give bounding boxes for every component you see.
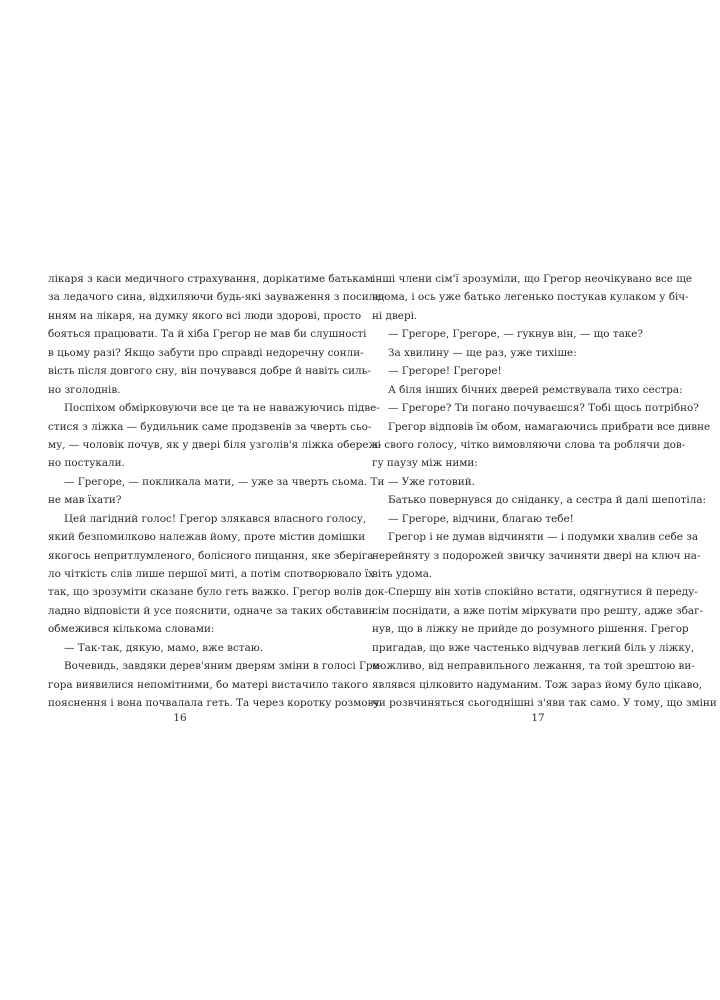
text-line: но постукали. xyxy=(48,457,125,470)
text-line: чи розвчиняться сьогоднішні з'яви так само. У тому, що зміни xyxy=(372,697,717,710)
left-page-number: 16 xyxy=(173,712,187,724)
text-line: обмежився кількома словами: xyxy=(48,623,215,636)
text-line: — Так-так, дякую, мамо, вже встаю. xyxy=(64,641,264,654)
text-line: зі свого голосу, чітко вимовляючи слова та роблячи дов- xyxy=(372,438,686,451)
text-line: ладно відповісти й усе пояснити, одначе за таких обставин xyxy=(48,604,376,617)
text-line: являвся цілковито надуманим. Тож зараз йому було цікаво, xyxy=(372,678,703,691)
text-line: — Грегоре? Ти погано почуваєшся? Тобі щось потрібно? xyxy=(388,402,699,415)
text-line: лікаря з каси медичного страхування, дорікатиме батькам xyxy=(48,273,374,285)
text-line: Грегор і не думав відчиняти — і подумки хвалив себе за xyxy=(388,531,699,544)
right-page-number: 17 xyxy=(531,712,545,724)
right-page xyxy=(372,270,717,713)
text-line: пояснення і вона почвалала геть. Та через коротку розмову xyxy=(48,697,380,710)
text-line: віть удома. xyxy=(372,568,433,580)
text-line: так, що зрозуміти сказане було геть важко. Грегор волів док- xyxy=(48,586,388,599)
text-line: перейняту з подорожей звичку зачиняти двері на ключ на- xyxy=(372,549,701,562)
text-line: гора виявилися непомітними, бо матері вистачило такого xyxy=(48,678,369,691)
text-line: нув, що в ліжку не прийде до розумного рішення. Грегор xyxy=(372,623,689,636)
text-line: за ледачого сина, відхиляючи будь-які зауваження з посила- xyxy=(48,291,386,304)
text-line: — Грегоре! Грегоре! xyxy=(388,365,502,378)
text-line: Поспіхом обмірковуючи все це та не наважуючись підве- xyxy=(64,402,380,415)
text-line: но зголоднів. xyxy=(48,383,121,396)
text-line: Батько повернувся до сніданку, а сестра й далі шепотіла: xyxy=(388,494,707,507)
text-line: Спершу він хотів спокійно встати, одягнутися й переду- xyxy=(388,586,698,599)
text-line: ні двері. xyxy=(372,309,418,322)
text-line: ло чіткість слів лише першої миті, а потім спотворювало їх xyxy=(48,568,375,580)
text-line: — Грегоре, відчини, благаю тебе! xyxy=(388,512,574,525)
text-line: вість після довгого сну, він почувався добре й навіть силь- xyxy=(48,365,371,378)
text-line: інші члени сім'ї зрозуміли, що Грегор неочікувано все ще xyxy=(372,273,693,285)
text-line: можливо, від неправильного лежання, та той зрештою ви- xyxy=(372,660,695,673)
text-line: якогось непритлумленого, болісного пищання, яке зберіга- xyxy=(48,549,377,562)
text-line: бояться працювати. Та й хіба Грегор не мав би слушності xyxy=(48,328,367,341)
text-line: Цей лагідний голос! Грегор злякався власного голосу, xyxy=(64,512,367,525)
text-line: — Грегоре, Грегоре, — гукнув він, — що таке? xyxy=(388,328,643,341)
text-line: нням на лікаря, на думку якого всі люди здорові, просто xyxy=(48,309,362,322)
text-line: За хвилину — ще раз, уже тихіше: xyxy=(388,346,577,359)
text-line: Грегор відповів їм обом, намагаючись прибрати все дивне xyxy=(388,420,711,433)
text-line: Вочевидь, завдяки дерев'яним дверям зміни в голосі Гре- xyxy=(64,660,383,673)
text-line: не мав їхати? xyxy=(48,494,122,507)
text-line: гу паузу між ними: xyxy=(372,457,478,470)
text-line: вдома, і ось уже батько легенько постукав кулаком у біч- xyxy=(372,291,689,304)
left-page xyxy=(48,270,388,713)
text-line: який безпомилково належав йому, проте містив домішки xyxy=(48,531,366,544)
text-line: му, — чоловік почув, як у двері біля узголів'я ліжка обереж- xyxy=(48,438,382,451)
text-line: в цьому разі? Якщо забути про справді недоречну сонли- xyxy=(48,346,364,359)
text-line: — Грегоре, — покликала мати, — уже за чверть сьома. Ти xyxy=(64,475,385,488)
text-line: А біля інших бічних дверей ремствувала тихо сестра: xyxy=(388,383,683,396)
text-line: пригадав, що вже частенько відчував легкий біль у ліжку, xyxy=(372,641,695,654)
text-line: — Уже готовий. xyxy=(388,475,475,488)
text-line: сім поснідати, а вже потім міркувати про решту, адже збаг- xyxy=(372,604,704,617)
text-line: стися з ліжка — будильник саме продзвенів за чверть сьо- xyxy=(48,420,372,433)
